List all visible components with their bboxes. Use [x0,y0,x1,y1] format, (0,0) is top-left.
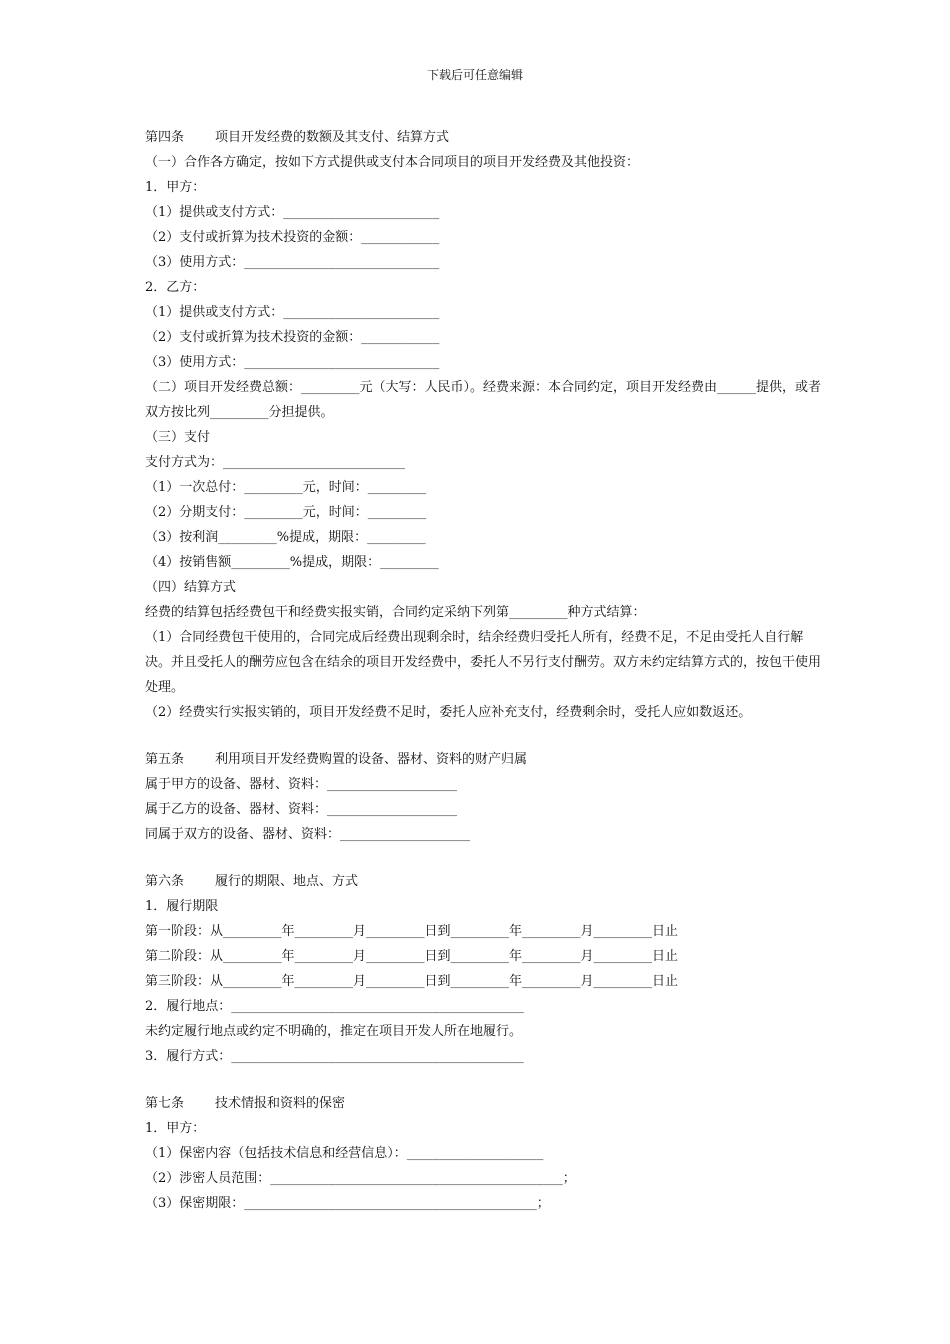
article-number: 第六条 [145,874,185,889]
form-field-line: （4）按销售额_________%提成，期限：_________ [145,555,439,570]
article-number: 第七条 [145,1096,185,1111]
article-number: 第四条 [145,130,185,145]
form-field-line: 同属于双方的设备、器材、资料：____________________ [145,827,471,842]
form-field-line: （2）支付或折算为技术投资的金额：____________ [145,330,440,345]
article-heading: 履行的期限、地点、方式 [215,874,359,889]
form-field-line: 第一阶段：从_________年_________月_________日到_________年_________月_________日止 [145,924,679,939]
form-field-line: 第三阶段：从_________年_________月_________日到_________年_________月_________日止 [145,974,679,989]
form-field-line: 属于乙方的设备、器材、资料：____________________ [145,802,458,817]
page-header: 下载后可任意编辑 [426,68,523,82]
form-field-line: （2）涉密人员范围：_____________________________________________； [145,1171,576,1186]
article-heading: 技术情报和资料的保密 [215,1096,346,1111]
article-title [145,747,825,772]
text-line: （一）合作各方确定，按如下方式提供或支付本合同项目的项目开发经费及其他投资： [145,155,640,170]
text-line: 1．甲方： [145,1121,206,1136]
form-field-line: （3）使用方式：______________________________ [145,355,440,370]
form-field-line: 支付方式为：____________________________ [145,455,406,470]
article-heading: 利用项目开发经费购置的设备、器材、资料的财产归属 [215,752,528,767]
form-field-line: （2）支付或折算为技术投资的金额：____________ [145,230,440,245]
paragraph: （2）经费实行实报实销的，项目开发经费不足时，委托人应补充支付，经费剩余时，受托人应如数返还。 [145,705,752,720]
form-field-line: （3）按利润_________%提成，期限：_________ [145,530,426,545]
text-line: 1．履行期限 [145,899,219,914]
form-field-line: 3．履行方式：_____________________________________________ [145,1049,524,1064]
article-title [145,125,825,150]
form-field-line: （1）提供或支付方式：________________________ [145,205,440,220]
form-field-line: 经费的结算包括经费包干和经费实报实销，合同约定采纳下列第_________种方式结算： [145,605,646,620]
form-field-line: （2）分期支付：_________元，时间：_________ [145,505,427,520]
article-title [145,1091,825,1116]
text-line: 1．甲方： [145,180,206,195]
text-line: （三）支付 [145,430,211,445]
paragraph: （二）项目开发经费总额：_________元（大写：人民币）。经费来源：本合同约定，项目开发经费由______提供，或者双方按比列_________分担提供。 [145,380,822,420]
form-field-line: （1）提供或支付方式：________________________ [145,305,440,320]
form-field-line: 第二阶段：从_________年_________月_________日到_________年_________月_________日止 [145,949,679,964]
article-heading: 项目开发经费的数额及其支付、结算方式 [215,130,450,145]
form-field-line: （1）保密内容（包括技术信息和经营信息）：_____________________ [145,1146,544,1161]
article-title [145,869,825,894]
form-field-line: （3）使用方式：______________________________ [145,255,440,270]
form-field-line: 2．履行地点：_____________________________________________ [145,999,524,1014]
article-number: 第五条 [145,752,185,767]
paragraph: （1）合同经费包干使用的，合同完成后经费出现剩余时，结余经费归受托人所有，经费不足，不足由受托人自行解决。并且受托人的酬劳应包含在结余的项目开发经费中，委托人不另行支付酬劳。双方未约定结算方式的，按包干使用处理。 [145,630,822,695]
form-field-line: 属于甲方的设备、器材、资料：____________________ [145,777,458,792]
text-line: 2．乙方： [145,280,206,295]
form-field-line: （3）保密期限：_____________________________________________； [145,1196,550,1211]
document-body [145,125,825,1216]
text-line: （四）结算方式 [145,580,237,595]
form-field-line: （1）一次总付：_________元，时间：_________ [145,480,427,495]
text-line: 未约定履行地点或约定不明确的，推定在项目开发人所在地履行。 [145,1024,523,1039]
